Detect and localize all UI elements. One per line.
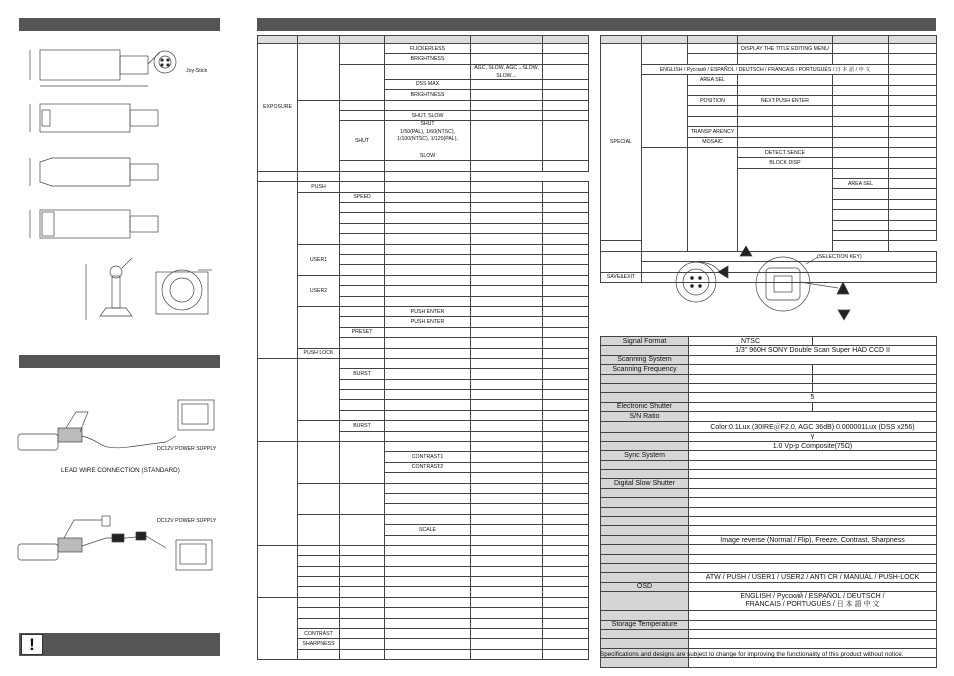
menu-contrast-2: CONTRAST2 xyxy=(385,462,471,472)
spec-white-balance-modes: ATW / PUSH / USER1 / USER2 / ANTI CR / MANUAL / PUSH-LOCK xyxy=(689,573,937,582)
menu-user2: USER2 xyxy=(298,275,340,306)
spec-signal-format: Signal Format xyxy=(601,337,689,346)
spec-footer-note: Specifications and designs are subject to change for improving the functionality of this product without notice. xyxy=(600,651,904,658)
menu-contrast-1: CONTRAST1 xyxy=(385,452,471,462)
menu-push-lock: PUSH LOCK xyxy=(298,348,340,358)
section-header-connection xyxy=(19,355,220,368)
camera-dimension-drawing-1 xyxy=(30,42,210,92)
menu-shut-slow: SHUT, SLOW xyxy=(385,110,471,120)
menu-exposure: EXPOSURE xyxy=(258,44,298,172)
menu-preset: PRESET xyxy=(340,327,385,337)
special-area-sel-1: AREA SEL xyxy=(688,75,738,85)
menu-flickerless: FLICKERLESS xyxy=(385,44,471,54)
spec-digital-slow-shutter: Digital Slow Shutter xyxy=(601,479,689,488)
spec-scanning-frequency: Scanning Frequency xyxy=(601,365,689,374)
menu-brightness-2: BRIGHTNESS xyxy=(385,90,471,100)
spec-ntsc: NTSC xyxy=(689,337,813,346)
menu-contrast: CONTRAST xyxy=(298,629,340,639)
special-languages: ENGLISH / Русский / ESPAÑOL / DEUTSCH / FRANCAIS / PORTUGUÉS / 日 本 語 / 中 文 xyxy=(642,64,889,74)
spec-osd-languages-1: ENGLISH / Русский / ESPAÑOL / DEUTSCH / xyxy=(740,592,885,600)
menu-dss-max: DSS MAX xyxy=(385,79,471,89)
menu-agc-slow-1: AGC, SLOW, AGC→SLOW, xyxy=(474,64,539,71)
menu-burst-1: BURST xyxy=(340,369,385,379)
menu-agc-slow-2: SLOW→ xyxy=(496,72,517,79)
menu-push-enter-2: PUSH ENTER xyxy=(385,317,471,327)
lead-wire-caption: LEAD WIRE CONNECTION (STANDARD) xyxy=(61,467,180,474)
menu-push: PUSH xyxy=(298,182,340,192)
special-area-sel-2: AREA SEL xyxy=(833,179,889,189)
spec-gamma: γ xyxy=(689,432,937,441)
menu-structure-table xyxy=(257,35,589,660)
spec-image-functions: Image reverse (Normal / Flip), Freeze, Contrast, Sharpness xyxy=(689,535,937,544)
spec-ccd: 1/3" 960H SONY Double Scan Super HAD CCD II xyxy=(689,346,937,355)
spec-five: 5 xyxy=(689,393,937,402)
power-supply-label-1: DC12V POWER SUPPLY xyxy=(157,446,217,452)
menu-burst-2: BURST xyxy=(340,421,385,431)
spec-scanning-system: Scanning System xyxy=(601,355,689,364)
camera-dimension-drawing-2 xyxy=(30,100,180,140)
special-next-push-enter: NEXT:PUSH ENTER xyxy=(738,95,833,105)
menu-brightness-1: BRIGHTNESS xyxy=(385,54,471,64)
spec-storage-temperature: Storage Temperature xyxy=(601,620,689,629)
power-supply-label-2: DC12V POWER SUPPLY xyxy=(157,518,217,524)
warning-bar xyxy=(19,633,220,656)
section-header-dimensions xyxy=(19,18,220,31)
menu-slow: SLOW xyxy=(419,152,436,159)
bracket-dimension-drawing xyxy=(82,252,222,324)
special-detect-sence: DETECT SENCE xyxy=(738,147,833,157)
warning-icon: ! xyxy=(21,634,43,655)
selection-key-label: (SELECTION KEY) xyxy=(817,254,862,260)
special-display-title: DISPLAY THE TITLE EDITING MENU xyxy=(738,44,833,54)
special-block-disp: BLOCK DISP xyxy=(738,158,833,168)
spec-min-illumination: Color:0.1Lux (30IRE＠F2.0, AGC 36dB) 0.000001Lux (DSS x256) xyxy=(689,421,937,432)
section-header-menu xyxy=(257,18,936,31)
special-mosaic: MOSAIC xyxy=(688,137,738,147)
spec-osd-languages-2: FRANCAIS / PORTUGUÉS / 日 本 語 中 文 xyxy=(745,601,880,609)
menu-speed: SPEED xyxy=(340,192,385,202)
menu-shut-list-1: SHUT xyxy=(420,121,435,128)
special-position: POSITION xyxy=(688,95,738,105)
special-transparency: TRANSP ARENCY xyxy=(688,127,738,137)
menu-shut-list-2: 1/50(PAL), 1/60(NTSC), xyxy=(400,128,455,135)
menu-scale: SCALE xyxy=(385,525,471,535)
spec-video-output: 1.0 Vp-p Composite(75Ω) xyxy=(689,441,937,450)
menu-user1: USER1 xyxy=(298,244,340,275)
spec-sn-ratio: S/N Ratio xyxy=(601,412,689,421)
spec-sync-system: Sync System xyxy=(601,451,689,460)
spec-electronic-shutter: Electronic Shutter xyxy=(601,402,689,411)
spec-osd: OSD xyxy=(601,582,689,591)
special-label: SPECIAL xyxy=(601,44,642,241)
menu-shut: SHUT xyxy=(340,121,385,161)
joystick-label: Joy-Stick xyxy=(186,68,208,74)
menu-sharpness: SHARPNESS xyxy=(298,639,340,649)
special-save-exit: SAVE&EXIT xyxy=(601,272,642,282)
menu-shut-list-3: 1/100(NTSC), 1/120(PAL), xyxy=(397,136,458,143)
camera-dimension-drawing-3 xyxy=(30,156,180,192)
specifications-table xyxy=(600,336,937,668)
camera-dimension-drawing-4 xyxy=(30,206,180,246)
menu-push-enter-1: PUSH ENTER xyxy=(385,306,471,316)
